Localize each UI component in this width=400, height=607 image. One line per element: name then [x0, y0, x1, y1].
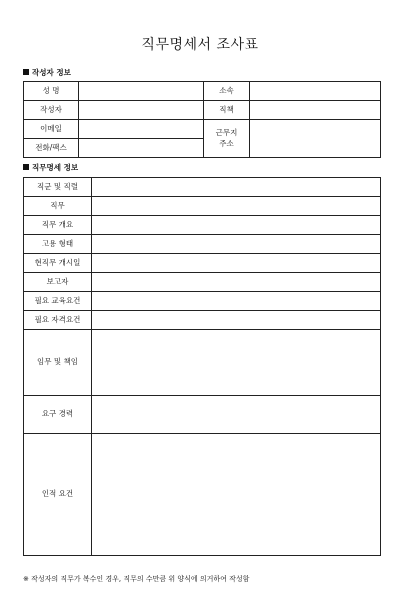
footnote: ※ 작성자의 직무가 복수인 경우, 직무의 수만큼 위 양식에 의거하여 작성함: [23, 575, 250, 583]
employment-type-field[interactable]: [92, 235, 381, 254]
square-bullet-icon: [23, 164, 29, 170]
job-section-heading-text: 직무명세 정보: [32, 163, 79, 172]
current-job-start-field[interactable]: [92, 254, 381, 273]
square-bullet-icon: [23, 69, 29, 75]
phone-fax-label: 전화/팩스: [24, 139, 79, 158]
required-qualification-label: 필요 자격요건: [24, 311, 92, 330]
required-education-label: 필요 교육요건: [24, 292, 92, 311]
email-label: 이메일: [24, 120, 79, 139]
writer-label: 작성자: [24, 101, 79, 120]
required-education-field[interactable]: [92, 292, 381, 311]
job-section-heading: [23, 162, 78, 173]
workplace-address-label: 근무지 주소: [204, 120, 250, 158]
author-info-table: [23, 81, 381, 158]
duties-responsibilities-label: 임무 및 책임: [24, 330, 92, 396]
name-label: 성 명: [24, 82, 79, 101]
personal-requirements-label: 인적 요건: [24, 434, 92, 556]
writer-field[interactable]: [79, 101, 204, 120]
employment-type-label: 고용 형태: [24, 235, 92, 254]
email-field[interactable]: [79, 120, 204, 139]
phone-fax-field[interactable]: [79, 139, 204, 158]
job-summary-field[interactable]: [92, 216, 381, 235]
workplace-address-field[interactable]: [250, 120, 381, 158]
required-qualification-field[interactable]: [92, 311, 381, 330]
document-title: 직무명세서 조사표: [141, 37, 259, 53]
reports-to-field[interactable]: [92, 273, 381, 292]
required-experience-field[interactable]: [92, 396, 381, 434]
name-field[interactable]: [79, 82, 204, 101]
position-field[interactable]: [250, 101, 381, 120]
affiliation-label: 소속: [204, 82, 250, 101]
job-group-label: 직군 및 직렬: [24, 178, 92, 197]
duties-responsibilities-field[interactable]: [92, 330, 381, 396]
required-experience-label: 요구 경력: [24, 396, 92, 434]
current-job-start-label: 현직무 개시일: [24, 254, 92, 273]
position-label: 직책: [204, 101, 250, 120]
affiliation-field[interactable]: [250, 82, 381, 101]
author-section-heading-text: 작성자 정보: [32, 68, 71, 77]
reports-to-label: 보고자: [24, 273, 92, 292]
job-label: 직무: [24, 197, 92, 216]
job-info-table: [23, 177, 381, 556]
job-field[interactable]: [92, 197, 381, 216]
job-group-field[interactable]: [92, 178, 381, 197]
job-summary-label: 직무 개요: [24, 216, 92, 235]
author-section-heading: [23, 67, 71, 78]
personal-requirements-field[interactable]: [92, 434, 381, 556]
